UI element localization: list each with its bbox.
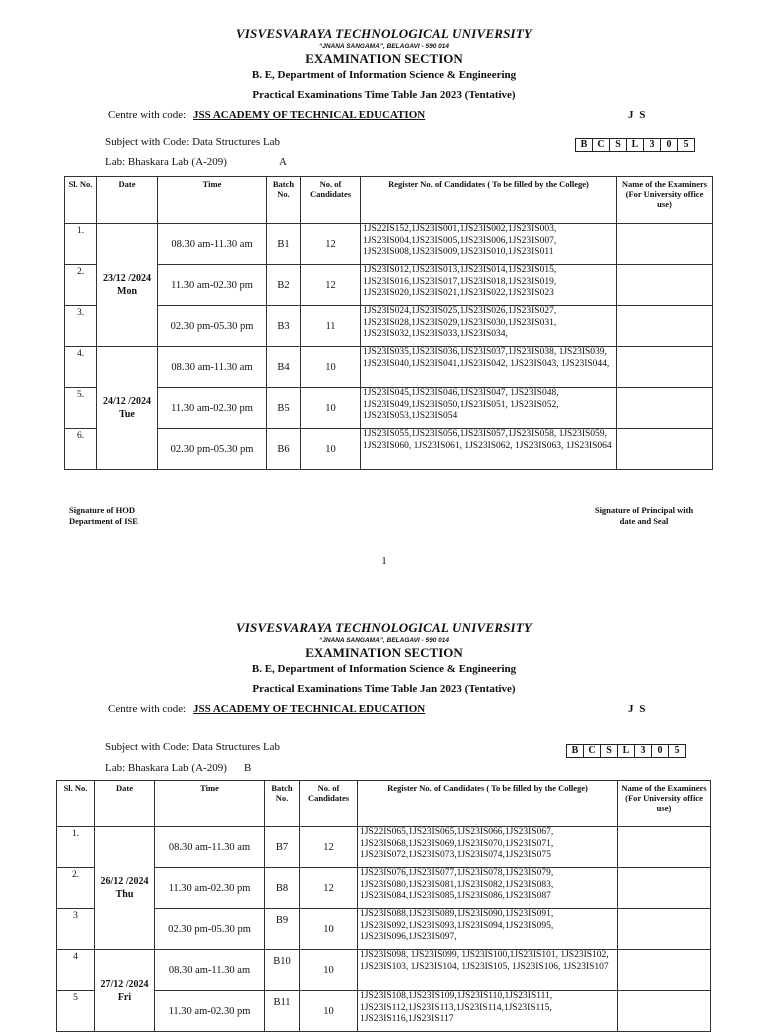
table-row: [57, 950, 711, 991]
row-register-numbers: 1JS23IS055,1JS23IS056,1JS23IS057,1JS23IS058, 1JS23IS059, 1JS23IS060, 1JS23IS061, 1JS23IS062, 1JS23IS063, 1JS23IS064: [361, 429, 617, 470]
row-time: 08.30 am-11.30 am: [155, 950, 265, 991]
date-value: 27/12 /2024: [100, 978, 149, 990]
header-batch: Batch No.: [265, 781, 300, 827]
department-heading: B. E, Department of Information Science & Engineering: [251, 69, 517, 81]
subject-code-boxes: [566, 744, 686, 758]
page-number: 1: [381, 555, 387, 567]
subject-code-char: C: [593, 139, 610, 152]
signature-principal: Signature of Principal with date and Seal: [594, 505, 694, 526]
header-batch: Batch No.: [267, 177, 301, 224]
timetable-title: Practical Examinations Time Table Jan 2023 (Tentative): [252, 89, 516, 101]
row-candidates: 12: [301, 224, 361, 265]
day-value: Tue: [119, 409, 135, 420]
signature-hod: Signature of HOD Department of ISE: [69, 505, 138, 526]
row-sl: 4.: [65, 347, 97, 388]
row-sl: 4: [57, 950, 95, 991]
row-sl: 5.: [65, 388, 97, 429]
row-time: 02.30 pm-05.30 pm: [158, 306, 267, 347]
day-value: Mon: [117, 286, 137, 297]
subject-code-char: 0: [652, 745, 669, 758]
centre-name: JSS ACADEMY OF TECHNICAL EDUCATION: [192, 703, 426, 715]
examination-section-heading: EXAMINATION SECTION: [305, 645, 463, 660]
subject-code-char: S: [610, 139, 627, 152]
row-sl: 3: [57, 909, 95, 950]
date-value: 23/12 /2024: [102, 273, 152, 284]
header-register: Register No. of Candidates ( To be filled by the College): [358, 781, 618, 827]
subject-code-char: 3: [644, 139, 661, 152]
row-sl: 3.: [65, 306, 97, 347]
centre-name: JSS ACADEMY OF TECHNICAL EDUCATION: [192, 109, 426, 121]
day-value: Fri: [117, 991, 132, 1003]
row-batch: B10: [265, 950, 300, 991]
header-examiners: Name of the Examiners (For University office use): [617, 177, 713, 224]
row-candidates: 10: [301, 388, 361, 429]
university-motto: “JNANA SANGAMA”, BELAGAVI - 590 014: [318, 637, 450, 644]
header-date: Date: [95, 781, 155, 827]
table-header-row: [57, 781, 711, 827]
date-value: 24/12 /2024: [102, 396, 152, 407]
row-candidates: 10: [300, 991, 358, 1032]
row-time: 11.30 am-02.30 pm: [155, 991, 265, 1032]
row-batch: B4: [267, 347, 301, 388]
lab-section: B: [244, 762, 252, 774]
row-sl: 1.: [57, 827, 95, 868]
row-batch: B2: [267, 265, 301, 306]
row-register-numbers: 1JS22IS152,1JS23IS001,1JS23IS002,1JS23IS003, 1JS23IS004,1JS23IS005,1JS23IS006,1JS23IS007, 1JS23IS008,1JS23IS009,1JS23IS010,1JS23IS011: [361, 224, 617, 265]
subject-label: Subject with Code: Data Structures Lab: [105, 741, 281, 753]
centre-label: Centre with code:: [108, 109, 187, 121]
row-time: 02.30 pm-05.30 pm: [155, 909, 265, 950]
row-register-numbers: 1JS23IS045,1JS23IS046,1JS23IS047, 1JS23IS048, 1JS23IS049,1JS23IS050,1JS23IS051, 1JS23IS052, 1JS23IS053,1JS23IS054: [361, 388, 617, 429]
row-register-numbers: 1JS23IS108,1JS23IS109,1JS23IS110,1JS23IS111, 1JS23IS112,1JS23IS113,1JS23IS114,1JS23IS115, 1JS23IS116,1JS23IS117: [358, 991, 618, 1032]
subject-code-char: 5: [669, 745, 686, 758]
row-time: 02.30 pm-05.30 pm: [158, 429, 267, 470]
row-register-numbers: 1JS23IS024,1JS23IS025,1JS23IS026,1JS23IS027, 1JS23IS028,1JS23IS029,1JS23IS030,1JS23IS031, 1JS23IS032,1JS23IS033,1JS23IS034,: [361, 306, 617, 347]
lab-section: A: [279, 156, 287, 168]
row-register-numbers: 1JS22IS065,1JS23IS065,1JS23IS066,1JS23IS067, 1JS23IS068,1JS23IS069,1JS23IS070,1JS23IS071, 1JS23IS072,1JS23IS073,1JS23IS074,1JS23IS075: [358, 827, 618, 868]
row-time: 11.30 am-02.30 pm: [158, 388, 267, 429]
row-batch: B5: [267, 388, 301, 429]
examination-section-heading: EXAMINATION SECTION: [305, 51, 463, 66]
date-cell: [95, 950, 155, 1032]
table-row: [57, 868, 711, 909]
date-value: 26/12 /2024: [100, 876, 149, 887]
centre-label: Centre with code:: [108, 703, 187, 715]
row-candidates: 10: [300, 950, 358, 991]
header-sl: Sl. No.: [65, 177, 97, 224]
subject-code-char: L: [627, 139, 644, 152]
header-register: Register No. of Candidates ( To be filled by the College): [361, 177, 617, 224]
centre-code: J S: [628, 703, 646, 715]
row-register-numbers: 1JS23IS012,1JS23IS013,1JS23IS014,1JS23IS015, 1JS23IS016,1JS23IS017,1JS23IS018,1JS23IS019, 1JS23IS020,1JS23IS021,1JS23IS022,1JS23IS023: [361, 265, 617, 306]
subject-code-char: B: [576, 139, 593, 152]
row-batch: B9: [265, 909, 300, 950]
subject-code-char: 0: [661, 139, 678, 152]
day-value: Thu: [115, 889, 134, 900]
row-batch: B1: [267, 224, 301, 265]
row-time: 08.30 am-11.30 am: [155, 827, 265, 868]
university-motto: “JNANA SANGAMA”, BELAGAVI - 590 014: [318, 43, 450, 50]
table-row: [57, 827, 711, 868]
header-candidates: No. of Candidates: [301, 177, 361, 224]
header-candidates: No. of Candidates: [300, 781, 358, 827]
header-time: Time: [158, 177, 267, 224]
subject-label: Subject with Code: Data Structures Lab: [105, 136, 281, 148]
department-heading: B. E, Department of Information Science & Engineering: [251, 663, 517, 675]
subject-code-char: B: [567, 745, 584, 758]
row-time: 11.30 am-02.30 pm: [155, 868, 265, 909]
header-examiners: Name of the Examiners (For University office use): [618, 781, 711, 827]
row-candidates: 10: [301, 347, 361, 388]
table-row: [57, 909, 711, 950]
row-examiners: [618, 868, 711, 909]
row-examiners: [618, 827, 711, 868]
row-examiners: [618, 991, 711, 1032]
row-batch: B6: [267, 429, 301, 470]
university-name: VISVESVARAYA TECHNOLOGICAL UNIVERSITY: [235, 26, 533, 41]
header-sl: Sl. No.: [57, 781, 95, 827]
row-examiners: [618, 909, 711, 950]
date-cell: [95, 827, 155, 950]
row-sl: 5: [57, 991, 95, 1032]
row-register-numbers: 1JS23IS076,1JS23IS077,1JS23IS078,1JS23IS079, 1JS23IS080,1JS23IS081,1JS23IS082,1JS23IS083, 1JS23IS084,1JS23IS085,1JS23IS086,1JS23IS087: [358, 868, 618, 909]
row-time: 08.30 am-11.30 am: [158, 347, 267, 388]
row-examiners: [618, 950, 711, 991]
university-name: VISVESVARAYA TECHNOLOGICAL UNIVERSITY: [235, 620, 533, 635]
timetable-title: Practical Examinations Time Table Jan 2023 (Tentative): [252, 683, 516, 695]
header-date: Date: [97, 177, 158, 224]
table-row: [57, 991, 711, 1032]
row-batch: B11: [265, 991, 300, 1032]
subject-code-char: S: [601, 745, 618, 758]
row-candidates: 10: [300, 909, 358, 950]
row-batch: B3: [267, 306, 301, 347]
row-candidates: 11: [301, 306, 361, 347]
row-register-numbers: 1JS23IS088,1JS23IS089,1JS23IS090,1JS23IS091, 1JS23IS092,1JS23IS093,1JS23IS094,1JS23IS095, 1JS23IS096,1JS23IS097,: [358, 909, 618, 950]
row-candidates: 10: [301, 429, 361, 470]
row-candidates: 12: [301, 265, 361, 306]
row-register-numbers: 1JS23IS035,1JS23IS036,1JS23IS037,1JS23IS038, 1JS23IS039, 1JS23IS040,1JS23IS041,1JS23IS042, 1JS23IS043, 1JS23IS044,: [361, 347, 617, 388]
row-sl: 1.: [65, 224, 97, 265]
subject-code-char: 3: [635, 745, 652, 758]
subject-code-char: L: [618, 745, 635, 758]
row-time: 11.30 am-02.30 pm: [158, 265, 267, 306]
lab-label: Lab: Bhaskara Lab (A-209): [105, 762, 227, 774]
row-batch: B7: [265, 827, 300, 868]
subject-code-char: C: [584, 745, 601, 758]
row-batch: B8: [265, 868, 300, 909]
centre-code: J S: [628, 109, 646, 121]
row-time: 08.30 am-11.30 am: [158, 224, 267, 265]
row-sl: 6.: [65, 429, 97, 470]
row-candidates: 12: [300, 868, 358, 909]
centre-line: [108, 703, 425, 715]
timetable-table: [56, 780, 711, 1032]
row-register-numbers: 1JS23IS098, 1JS23IS099, 1JS23IS100,1JS23IS101, 1JS23IS102, 1JS23IS103, 1JS23IS104, 1JS23IS105, 1JS23IS106, 1JS23IS107: [358, 950, 618, 991]
lab-label: Lab: Bhaskara Lab (A-209): [105, 156, 227, 168]
subject-code-char: 5: [678, 139, 695, 152]
row-sl: 2.: [65, 265, 97, 306]
row-candidates: 12: [300, 827, 358, 868]
header-time: Time: [155, 781, 265, 827]
row-sl: 2.: [57, 868, 95, 909]
